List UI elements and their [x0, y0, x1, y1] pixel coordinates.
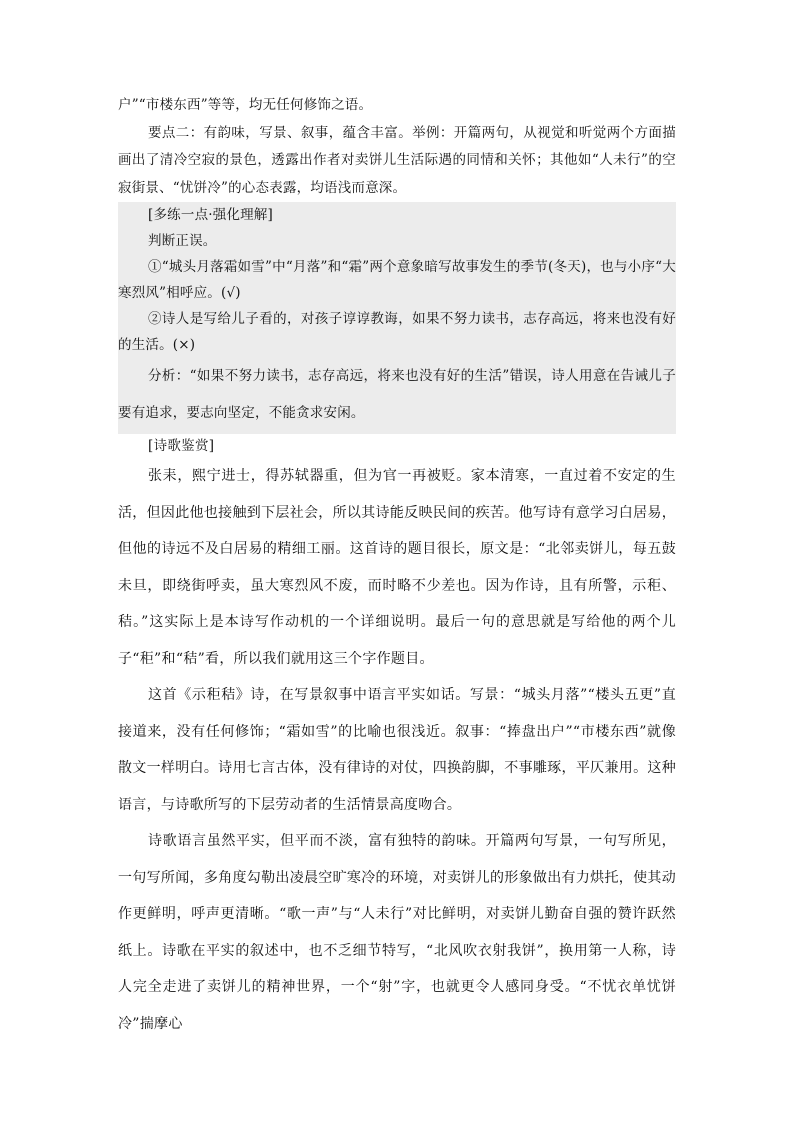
continuation-line: 户”“市楼东西”等等，均无任何修饰之语。 — [118, 97, 373, 113]
document-page — [118, 92, 676, 1042]
practice-item-2: ②诗人是写给儿子看的，对孩子谆谆教诲，如果不努力读书，志存高远，将来也没有好的生活。(×) — [118, 311, 676, 353]
practice-heading: [多练一点·强化理解] — [148, 207, 274, 223]
practice-item-1: ①“城头月落霜如雪”中“月落”和“霜”两个意象暗写故事发生的季节(冬天)，也与小序“大寒烈风”相呼应。(√) — [118, 259, 676, 301]
appreciation-paragraph-1: 张耒，熙宁进士，得苏轼器重，但为官一再被贬。家本清寒，一直过着不安定的生活，但因此他也接触到下层社会，所以其诗能反映民间的疾苦。他写诗有意学习白居易，但他的诗远不及白居易的精细工丽。这首诗的题目很长，原文是：“北邻卖饼儿，每五鼓未旦，即绕街呼卖，虽大寒烈风不废，而时略不少差也。因为作诗，且有所警，示秬、秸。”这实际上是本诗写作动机的一个详细说明。最后一句的意思就是写给他的两个儿子“秬”和“秸”看，所以我们就用这三个字作题目。 — [118, 468, 676, 667]
appreciation-heading: [诗歌鉴赏] — [148, 438, 215, 454]
appreciation-section — [118, 434, 676, 1042]
appreciation-paragraph-2: 这首《示秬秸》诗，在写景叙事中语言平实如话。写景：“城头月落”“楼头五更”直接道来，没有任何修饰；“霜如雪”的比喻也很浅近。叙事：“捧盘出户”“市楼东西”就像散文一样明白。诗用七言古体，没有律诗的对仗，四换韵脚，不事雕琢，平仄兼用。这种语言，与诗歌所写的下层劳动者的生活情景高度吻合。 — [118, 687, 676, 813]
practice-instruction: 判断正误。 — [148, 233, 217, 249]
practice-analysis: 分析：“如果不努力读书，志存高远，将来也没有好的生活”错误，诗人用意在告诫儿子要有追求，要志向坚定，不能贪求安闲。 — [118, 368, 676, 421]
point-two-paragraph: 要点二：有韵味，写景、叙事，蕴含丰富。举例：开篇两句，从视觉和听觉两个方面描画出了清冷空寂的景色，透露出作者对卖饼儿生活际遇的同情和关怀；其他如“人未行”的空寂街景、“忧饼冷”的心态表露，均语浅而意深。 — [118, 124, 676, 196]
top-section — [118, 92, 676, 202]
practice-box — [118, 202, 676, 434]
appreciation-paragraph-3: 诗歌语言虽然平实，但平而不淡，富有独特的韵味。开篇两句写景，一句写所见，一句写所闻，多角度勾勒出凌晨空旷寒冷的环境，对卖饼儿的形象做出有力烘托，使其动作更鲜明，呼声更清晰。“歌一声”与“人未行”对比鲜明，对卖饼儿勤奋自强的赞许跃然纸上。诗歌在平实的叙述中，也不乏细节特写，“北风吹衣射我饼”，换用第一人称，诗人完全走进了卖饼儿的精神世界，一个“射”字，也就更令人感同身受。“不忧衣单忧饼冷”揣摩心 — [118, 833, 676, 1032]
